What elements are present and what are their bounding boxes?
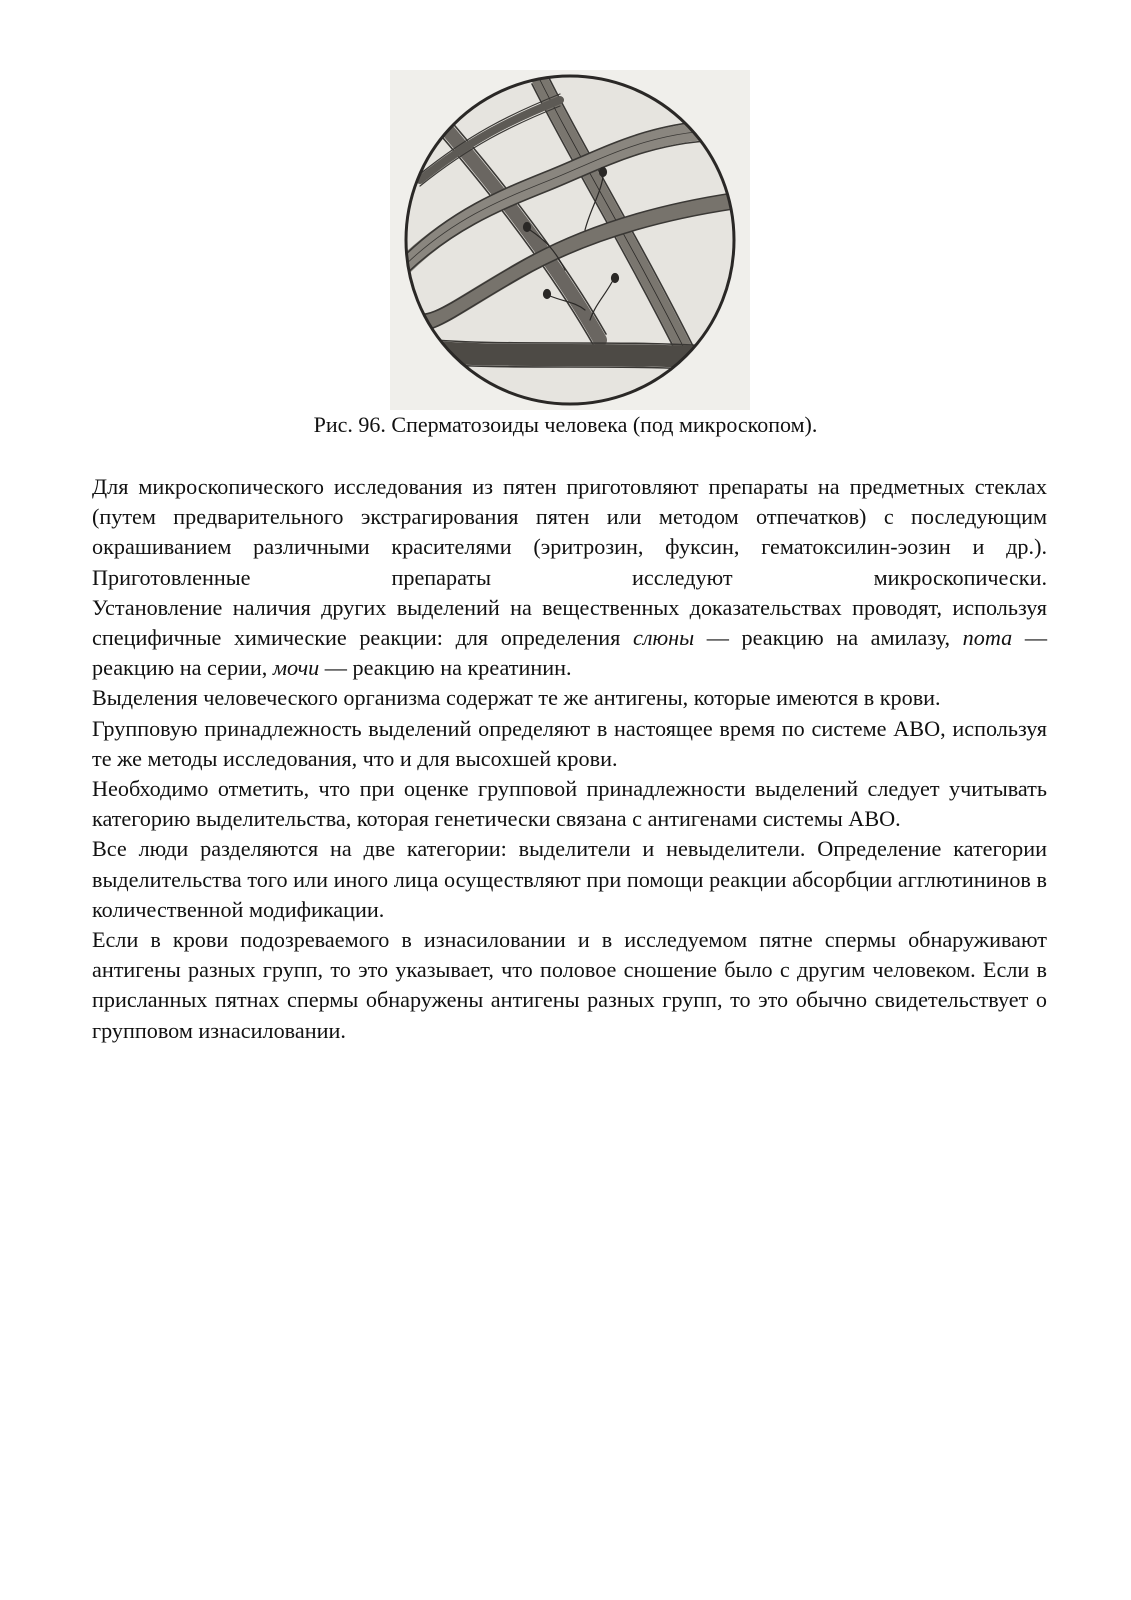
paragraph: Выделения человеческого организма содержат те же антигены, которые имеются в крови. (92, 685, 941, 711)
microscope-figure (390, 70, 750, 410)
paragraph: Если в крови подозреваемого в изнасиловании и в исследуемом пятне спермы обнаруживают антигены разных групп, то это указывает, что половое сношение было с другим человеком. Если в присланных пятнах спермы обнаружены антигены разных групп, то это обычно свидетельствует о групповом изнасиловании. (92, 927, 1047, 1043)
emphasis-urine: мочи (272, 655, 320, 681)
paragraph (92, 593, 1047, 684)
microscope-field-illustration (390, 70, 750, 410)
paragraph-text: Установление наличия других выделений на вещественных доказательствах проводят, используя специфичные химические реакции: для определения (92, 594, 1047, 651)
paragraph-text: — реакцию на серии, (92, 625, 1048, 681)
body-text (92, 472, 1047, 1046)
paragraph: Групповую принадлежность выделений определяют в настоящее время по системе АВО, используя те же методы исследования, что и для высохшей крови. (92, 715, 1047, 771)
paragraph: Для микроскопического исследования из пятен приготовляют препараты на предметных стеклах (путем предварительного экстрагирования пятен или методом отпечатков) с последующим окрашиванием различными красителями (эритрозин, фуксин, гематоксилин-эозин и др.). Приготовленные препараты исследуют микроскопически. (92, 474, 1047, 590)
emphasis-sweat: пота (962, 625, 1013, 651)
figure-caption: Рис. 96. Сперматозоиды человека (под микроскопом). (313, 412, 818, 437)
paragraph: Необходимо отметить, что при оценке групповой принадлежности выделений следует учитывать категорию выделительства, которая генетически связана с антигенами системы АВО. (92, 776, 1047, 832)
paragraph-text: — реакцию на креатинин. (319, 655, 572, 681)
paragraph-text: — реакцию на амилазу, (694, 625, 963, 651)
emphasis-saliva: слюны (632, 625, 695, 651)
paragraph: Все люди разделяются на две категории: выделители и невыделители. Определение категории выделительства того или иного лица осуществляют при помощи реакции абсорбции агглютининов в количественной модификации. (92, 836, 1047, 922)
